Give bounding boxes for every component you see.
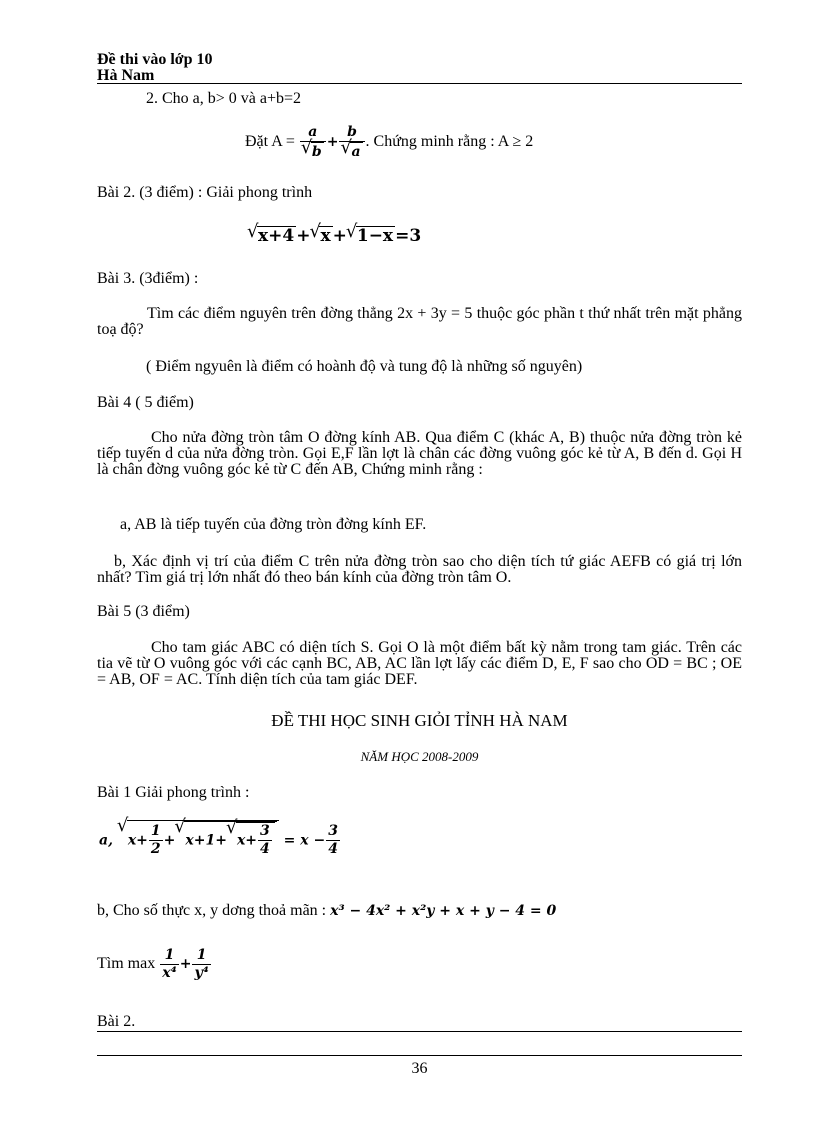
s-max-label: Tìm max (97, 955, 156, 972)
bai3-title: Bài 3. (3điểm) : (97, 270, 199, 287)
section-title: ĐỀ THI HỌC SINH GIỎI TỈNH HÀ NAM (271, 711, 568, 730)
header-title: Đề thi vào lớp 10 (97, 51, 213, 68)
bai2-title: Bài 2. (3 điểm) : Giải phong trình (97, 184, 313, 201)
eq-a-outer-root: √ x+ $\frac{1}{2}$ +√ x+1+√ x+ $\frac{3}{4}$ (127, 820, 279, 858)
footer-rule-2 (97, 1055, 742, 1056)
bai4-a: a, AB là tiếp tuyến của đờng tròn đờng kính EF. (120, 516, 427, 533)
page-number: 36 (411, 1060, 428, 1077)
s-b-eq: x³ − 4x² + x²y + x + y − 4 = 0 (330, 903, 557, 919)
b1-two: 2 (525, 133, 534, 151)
b1-formula: Đặt A = a √ b + b √ a . Chứng minh rằng : A ≥ 2 (245, 124, 533, 161)
b1-frac-b (339, 124, 364, 161)
bai4-text: Cho nửa đờng tròn tâm O đờng kính AB. Qua điểm C (khác A, B) thuộc nửa đờng tròn kẻ tiếp tuyến d của nửa đờng tròn. Gọi E,F lần lợt là chân các đờng vuông góc kẻ từ A, B đến d. Gọi H là chân đờng vuông góc kẻ từ C đến AB, Chứng minh rằng : (97, 429, 742, 478)
b1-frac-b-num: b (339, 124, 364, 142)
eq-a: a, √ x+ $\frac{1}{2}$ +√ x+1+√ x+ $\frac{3}{4}$ = x − $\frac{3}{4}$ (99, 820, 341, 859)
b1-geq: ≥ (512, 133, 522, 151)
bai2-eq-rhs: =3 (395, 226, 422, 246)
bai2-eq-part1: √ x+4 (257, 226, 296, 245)
b1-dat: Đặt A = (245, 133, 295, 151)
bai3-text: Tìm các điểm nguyên trên đờng thẳng 2x + 3y = 5 thuộc góc phần t thứ nhất trên mặt phẳng toạ độ? (97, 305, 742, 338)
eq-a-rhs: = x − (283, 832, 326, 849)
footer-rule-1 (97, 1031, 742, 1032)
header-rule (97, 83, 742, 84)
bai4-b: b, Xác định vị trí của điểm C trên nửa đờng tròn sao cho diện tích tứ giác AEFB có giá trị lớn nhất? Tìm giá trị lớn nhất đó theo bán kính của đờng tròn tâm O. (97, 553, 742, 586)
section-year: NĂM HỌC 2008-2009 (360, 749, 479, 764)
s-b-line (97, 902, 556, 920)
eq-a-inner-root: √ x+ $\frac{3}{4}$ (236, 822, 275, 858)
b1-item2: 2. Cho a, b> 0 và a+b=2 (146, 90, 302, 107)
eq-a-mid-root: √ x+1+√ x+ $\frac{3}{4}$ (184, 821, 276, 858)
b1-frac-a-den: √ b (311, 142, 324, 161)
bai3-note: ( Điểm ngyuên là điểm có hoành độ và tung độ là những số nguyên) (146, 358, 583, 375)
s-max-line: Tìm max $\frac{1}{\text{x⁴}}$ + $\frac{1}{\text{y⁴}}$ (97, 946, 209, 981)
eq-a-label: a, (99, 832, 113, 849)
s-b-text: b, Cho số thực x, y dơng thoả mãn : (97, 902, 327, 919)
b1-frac-a-num: a (300, 124, 326, 142)
s-bai1-title: Bài 1 Giải phong trình : (97, 784, 250, 801)
s-bai2: Bài 2. (97, 1013, 136, 1030)
b1-frac-b-den: √ a (350, 142, 362, 161)
b1-frac-a (300, 124, 326, 161)
bai2-eq-part2: √ x (319, 226, 332, 245)
bai4-title: Bài 4 ( 5 điểm) (97, 394, 194, 411)
bai5-title: Bài 5 (3 điểm) (97, 603, 190, 620)
bai2-equation: √ x+4 +√ x +√ 1−x =3 (248, 226, 421, 246)
b1-prove: . Chứng minh rằng : A (365, 133, 509, 151)
header-subtitle: Hà Nam (97, 67, 155, 84)
bai5-text: Cho tam giác ABC có diện tích S. Gọi O là một điểm bất kỳ nằm trong tam giác. Trên các tia vẽ từ O vuông góc với các cạnh BC, AB, AC lần lợt lấy các điểm D, E, F sao cho OD = BC ; OE = AB, OF = AC. Tính diện tích của tam giác DEF. (97, 639, 742, 688)
bai2-eq-part3: √ 1−x (356, 226, 395, 245)
